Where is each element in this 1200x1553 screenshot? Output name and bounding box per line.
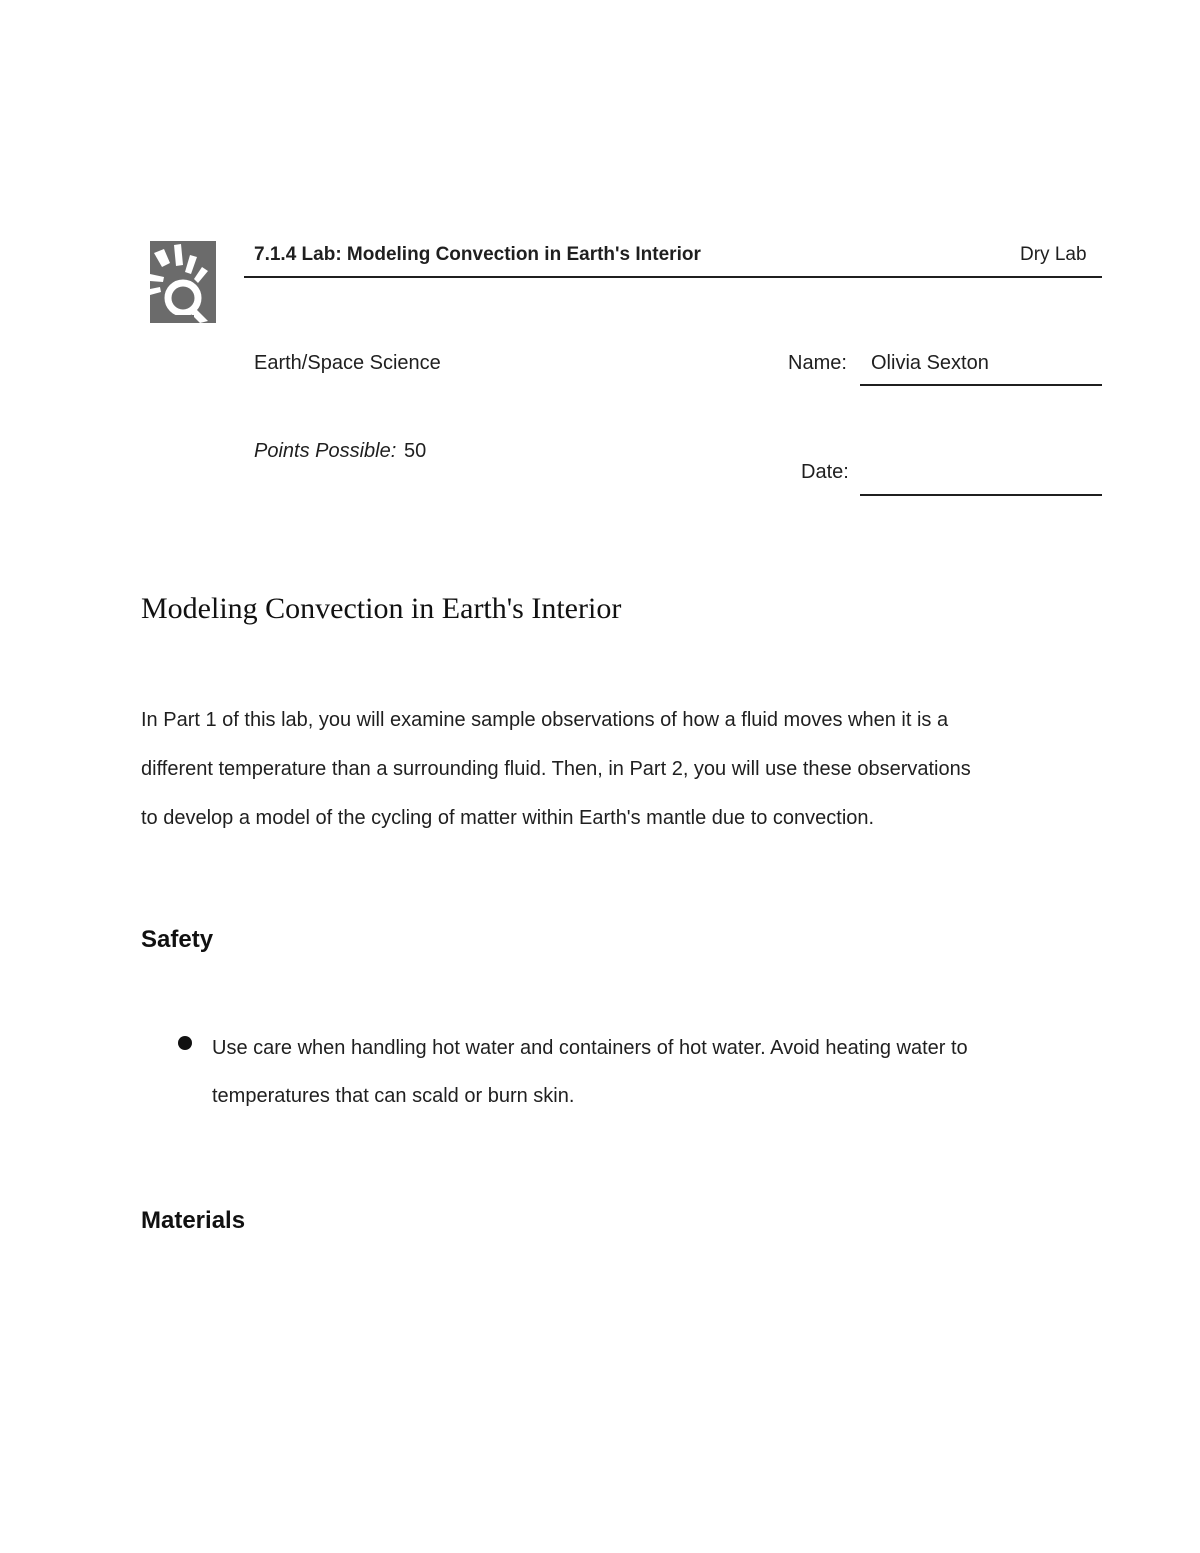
page-title: Modeling Convection in Earth's Interior (141, 592, 622, 625)
points-possible-value: 50 (404, 440, 427, 462)
header-divider (244, 276, 1102, 278)
lab-type-label: Dry Lab (1020, 244, 1087, 265)
intro-paragraph (141, 696, 1061, 843)
safety-item-line: Use care when handling hot water and containers of hot water. Avoid heating water to (212, 1037, 968, 1059)
date-label: Date: (801, 461, 849, 483)
safety-item-line: temperatures that can scald or burn skin. (212, 1085, 575, 1107)
course-name: Earth/Space Science (254, 352, 441, 374)
materials-heading: Materials (141, 1207, 246, 1234)
bullet-icon (178, 1036, 192, 1050)
date-field-underline[interactable] (860, 494, 1102, 496)
name-label: Name: (788, 352, 847, 374)
safety-list-item (212, 1024, 1072, 1120)
flashlight-hand-logo-icon (150, 241, 216, 323)
document-title: 7.1.4 Lab: Modeling Convection in Earth's Interior (254, 244, 701, 265)
name-field[interactable]: Olivia Sexton (871, 352, 989, 374)
intro-line: different temperature than a surrounding fluid. Then, in Part 2, you will use these observations (141, 758, 971, 780)
safety-heading: Safety (141, 926, 214, 953)
intro-line: In Part 1 of this lab, you will examine sample observations of how a fluid moves when it is a (141, 709, 949, 731)
points-possible-label: Points Possible: (254, 440, 397, 462)
name-underline (860, 384, 1102, 386)
intro-line: to develop a model of the cycling of matter within Earth's mantle due to convection. (141, 807, 875, 829)
